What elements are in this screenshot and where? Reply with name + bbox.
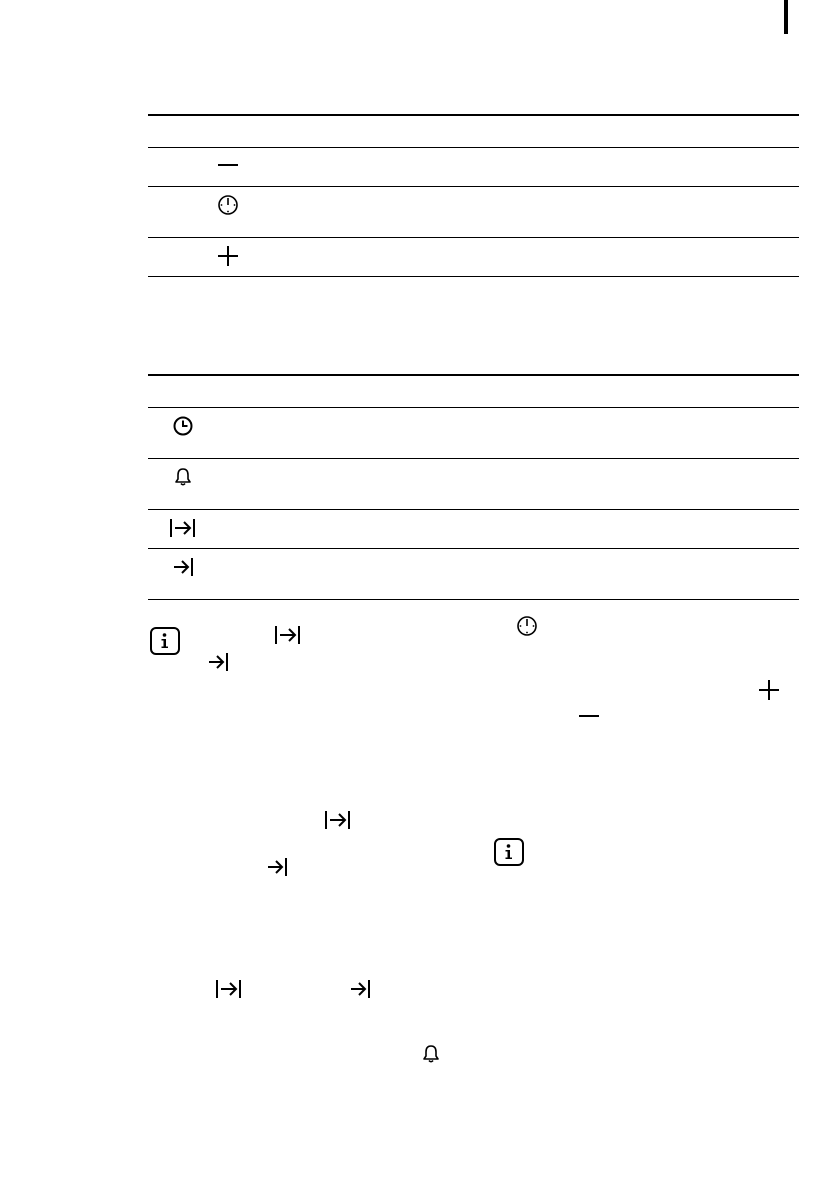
- bell-icon: [420, 1043, 442, 1065]
- end-time-icon: [207, 651, 231, 673]
- table-row: [148, 187, 799, 238]
- duration-icon: [324, 809, 352, 831]
- end-time-icon: [349, 978, 373, 1000]
- time-of-day-clock-icon: [172, 415, 194, 437]
- bell-icon: [172, 466, 194, 488]
- page-cut-marker: [784, 0, 788, 34]
- info-icon: [150, 627, 180, 655]
- table-row: [148, 238, 799, 277]
- table-row: [148, 148, 799, 187]
- plus-icon: [758, 679, 780, 701]
- duration-icon: [169, 517, 197, 539]
- table-header-row: [148, 376, 799, 408]
- table-row: [148, 549, 799, 600]
- info-icon: [494, 838, 524, 866]
- table-row: [148, 510, 799, 549]
- clock-display-icon: [217, 194, 239, 216]
- table-row: [148, 408, 799, 459]
- duration-icon: [274, 624, 302, 646]
- table-header-row: [148, 116, 799, 148]
- duration-icon: [215, 978, 243, 1000]
- minus-icon: [217, 154, 239, 176]
- end-time-icon: [266, 856, 290, 878]
- function-buttons-table: [148, 114, 799, 277]
- minus-icon: [578, 705, 600, 727]
- clock-functions-table: [148, 374, 799, 600]
- plus-icon: [217, 245, 239, 267]
- end-time-icon: [172, 556, 196, 578]
- clock-display-icon: [516, 615, 538, 637]
- table-row: [148, 459, 799, 510]
